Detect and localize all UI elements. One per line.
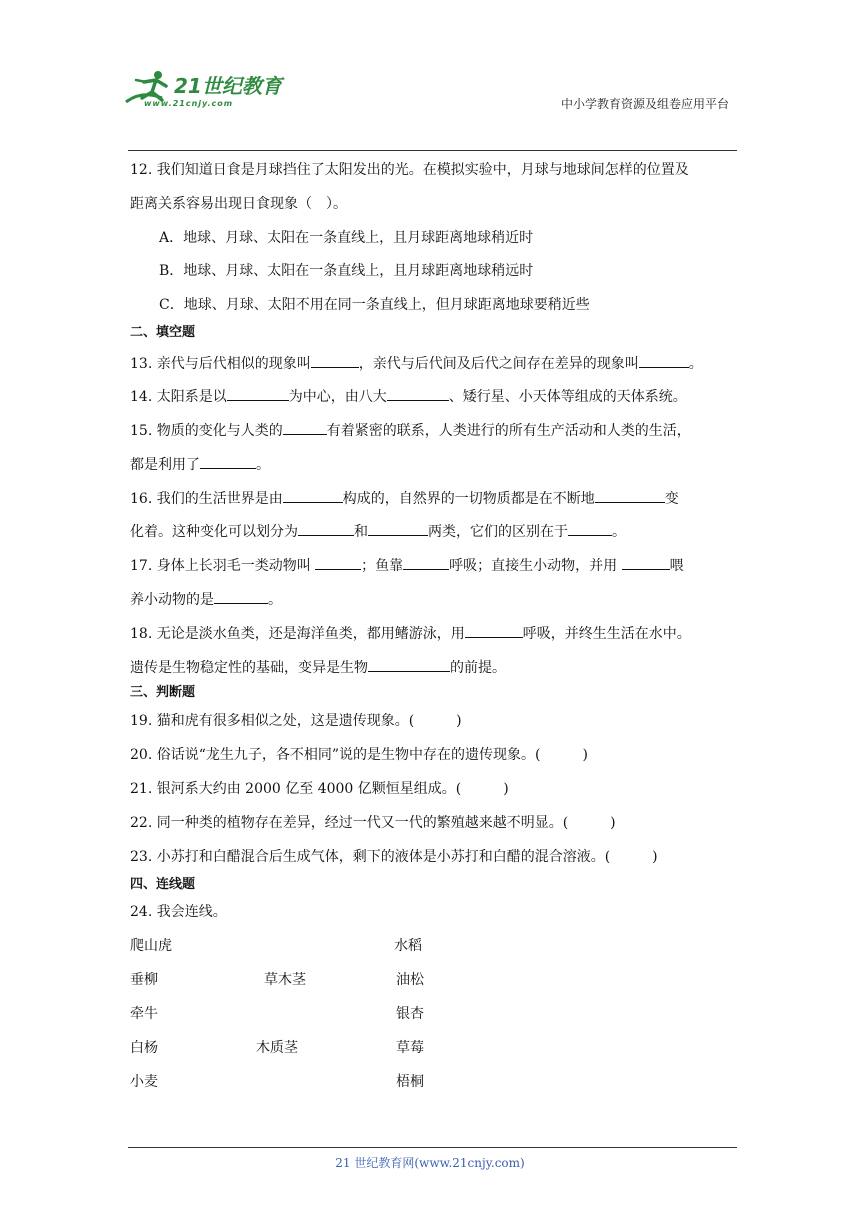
q16-text-e: 和	[354, 524, 368, 540]
q12-option-c: C．地球、月球、太阳不用在同一条直线上，但月球距离地球要稍近些	[159, 297, 590, 313]
q22: 22. 同一种类的植物存在差异，经过一代又一代的繁殖越来越不明显。( )	[130, 815, 616, 831]
platform-title: 中小学教育资源及组卷应用平台	[560, 97, 729, 111]
q14-text-b: 为中心，由八大	[288, 389, 387, 405]
left-item[interactable]: 小麦	[130, 1074, 158, 1090]
q18-text-d: 的前提。	[450, 660, 506, 676]
q13-text-c: 。	[688, 356, 703, 372]
q17-line2	[130, 588, 282, 610]
q16-line1	[130, 487, 679, 509]
q16-blank-4[interactable]	[368, 520, 428, 536]
q13-blank-2[interactable]	[639, 352, 689, 368]
q17-line1	[130, 554, 684, 576]
q16-text-f: 两类，它们的区别在于	[428, 524, 568, 540]
q18-line2	[130, 656, 506, 678]
q15-text-d: 。	[256, 457, 270, 473]
q21: 21. 银河系大约由 2000 亿至 4000 亿颗恒星组成。( )	[130, 781, 509, 797]
q12-line2: 距离关系容易出现日食现象（ ）。	[130, 196, 347, 212]
q13-blank-1[interactable]	[311, 352, 359, 368]
q15-blank-1[interactable]	[283, 419, 327, 435]
q17-blank-2[interactable]	[403, 554, 449, 570]
q15-line2	[130, 453, 270, 475]
q17-blank-1[interactable]	[315, 554, 361, 570]
q16-line2	[130, 520, 626, 542]
q14-blank-2[interactable]	[387, 385, 449, 401]
section-true-false: 三、判断题	[130, 685, 196, 700]
section-matching: 四、连线题	[130, 877, 196, 892]
q14-blank-1[interactable]	[227, 385, 289, 401]
q17-text-f: 。	[268, 592, 282, 608]
q17-text-c: 呼吸；直接生小动物，并用	[449, 558, 622, 574]
q14-text-a: 14. 太阳系是以	[130, 389, 227, 405]
q23: 23. 小苏打和白醋混合后生成气体，剩下的液体是小苏打和白醋的混合溶液。( )	[130, 849, 658, 865]
q16-text-b: 构成的，自然界的一切物质都是在不断地	[342, 491, 595, 507]
q12-option-a: A．地球、月球、太阳在一条直线上，且月球距离地球稍近时	[159, 230, 534, 246]
q18-blank-2[interactable]	[368, 656, 450, 672]
left-item[interactable]: 牵牛	[130, 1006, 158, 1022]
q15-text-a: 15. 物质的变化与人类的	[130, 423, 283, 439]
footer-text: 21 世纪教育网(www.21cnjy.com)	[335, 1156, 525, 1170]
q18-text-c: 遗传是生物稳定性的基础，变异是生物	[130, 660, 368, 676]
q17-blank-3[interactable]	[622, 554, 670, 570]
q17-text-a: 17. 身体上长羽毛一类动物叫	[130, 558, 316, 574]
q18-text-a: 18. 无论是淡水鱼类，还是海洋鱼类，都用鳍游泳，用	[130, 626, 465, 642]
q12-line1: 12. 我们知道日食是月球挡住了太阳发出的光。在模拟实验中，月球与地球间怎样的位置及	[130, 162, 689, 178]
q13	[130, 352, 703, 374]
q17-text-e: 养小动物的是	[130, 592, 214, 608]
q15-text-b: 有着紧密的联系，人类进行的所有生产活动和人类的生活，	[326, 423, 691, 439]
q15-blank-2[interactable]	[200, 453, 256, 469]
q17-text-d: 喂	[669, 558, 684, 574]
q13-text-a: 13. 亲代与后代相似的现象叫	[130, 356, 311, 372]
left-item[interactable]: 爬山虎	[130, 938, 172, 954]
q12-option-b: B．地球、月球、太阳在一条直线上，且月球距离地球稍远时	[159, 263, 534, 279]
right-item[interactable]: 梧桐	[396, 1074, 424, 1090]
q16-text-a: 16. 我们的生活世界是由	[130, 491, 283, 507]
section-fill-in: 二、填空题	[130, 325, 196, 340]
right-item[interactable]: 油松	[396, 972, 424, 988]
q17-blank-4[interactable]	[214, 588, 268, 604]
left-item[interactable]: 白杨	[130, 1040, 158, 1056]
q16-blank-5[interactable]	[568, 520, 612, 536]
q19: 19. 猫和虎有很多相似之处，这是遗传现象。( )	[130, 713, 462, 729]
q18-line1	[130, 622, 691, 644]
q16-text-c: 变	[664, 491, 679, 507]
q15-text-c: 都是利用了	[130, 457, 200, 473]
q13-text-b: ，亲代与后代间及后代之间存在差异的现象叫	[358, 356, 639, 372]
q20: 20. 俗话说“龙生九子，各不相同”说的是生物中存在的遗传现象。( )	[130, 747, 588, 763]
q16-text-g: 。	[612, 524, 626, 540]
q17-text-b: ；鱼靠	[361, 558, 404, 574]
q15-line1	[130, 419, 691, 441]
right-item[interactable]: 水稻	[394, 938, 422, 954]
q14	[130, 385, 687, 407]
q16-blank-1[interactable]	[283, 487, 343, 503]
logo-text: 21世纪教育	[174, 74, 282, 98]
logo	[122, 68, 292, 114]
middle-item[interactable]: 木质茎	[256, 1040, 298, 1056]
right-item[interactable]: 草莓	[396, 1040, 424, 1056]
footer-divider	[128, 1147, 737, 1148]
left-item[interactable]: 垂柳	[130, 972, 158, 988]
q16-text-d: 化着。这种变化可以划分为	[130, 524, 298, 540]
q24-title: 24. 我会连线。	[130, 904, 227, 920]
q14-text-c: 、矮行星、小天体等组成的天体系统。	[448, 389, 687, 405]
header-divider	[128, 150, 737, 151]
middle-item[interactable]: 草木茎	[264, 972, 306, 988]
logo-url: www.21cnjy.com	[144, 99, 234, 108]
q18-text-b: 呼吸，并终生生活在水中。	[522, 626, 691, 642]
page-header	[122, 68, 737, 116]
q16-blank-2[interactable]	[595, 487, 665, 503]
q18-blank-1[interactable]	[465, 622, 523, 638]
q16-blank-3[interactable]	[298, 520, 354, 536]
right-item[interactable]: 银杏	[396, 1006, 424, 1022]
